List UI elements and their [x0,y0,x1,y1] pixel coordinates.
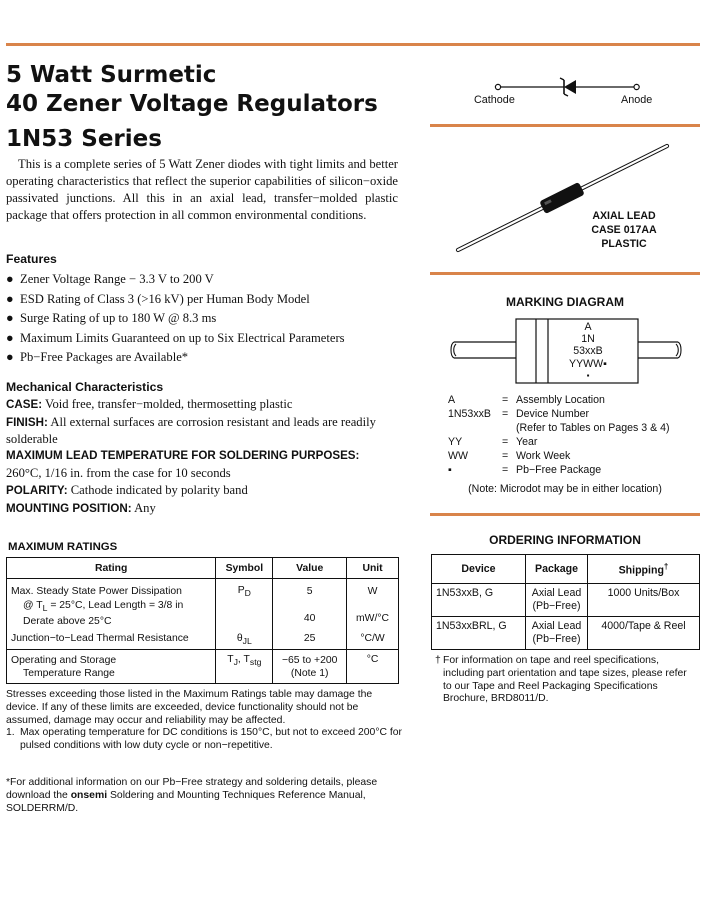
features-heading: Features [6,252,57,266]
marking-body: A 1N 53xxB YYWW▪ ▪ [569,321,607,380]
rating-cell: Operating and Storage [11,654,117,666]
feature-item: ● Surge Rating of up to 180 W @ 8.3 ms [6,311,217,326]
feature-item: ● Maximum Limits Guaranteed on up to Six Electrical Parameters [6,330,345,345]
col-rating: Rating [7,558,216,579]
lead-temp-label: MAXIMUM LEAD TEMPERATURE FOR SOLDERING PURPOSES: [6,449,360,463]
symbol-rule [430,124,700,127]
marking-heading: MARKING DIAGRAM [506,295,624,309]
col-shipping: Shipping† [588,555,700,584]
max-ratings-heading: MAXIMUM RATINGS [8,541,118,553]
table-header-row [432,555,700,584]
unit-cell: °C [347,649,399,683]
mounting-line: MOUNTING POSITION: Any [6,500,156,515]
stress-note: Stresses exceeding those listed in the Maximum Ratings table may damage the device. If any of these limits are exceeded, device functionality should not be assumed, damage may occur and reliability may be affected. [6,689,373,726]
mechanical-section [6,379,402,517]
feature-item: ● ESD Rating of Class 3 (>16 kV) per Human Body Model [6,291,310,306]
device-cell: 1N53xxB, G [432,584,526,617]
device-cell: 1N53xxBRL, G [432,617,526,650]
package-cell: Axial Lead (Pb−Free) [526,584,588,617]
polarity-line: POLARITY: Cathode indicated by polarity band [6,482,248,497]
mechanical-heading: Mechanical Characteristics [6,380,164,394]
marking-rule [430,513,700,516]
shipping-cell: 1000 Units/Box [588,584,700,617]
feature-item: ● Zener Voltage Range − 3.3 V to 200 V [6,272,214,286]
legend-row: YY = Year [448,436,538,448]
table-row [7,579,399,629]
brand-name: onsemi [70,789,108,801]
table-row [7,629,399,650]
anode-label: Anode [621,94,653,106]
case-line: CASE: Void free, transfer−molded, thermosetting plastic [6,396,293,411]
cathode-label: Cathode [474,94,515,106]
page-title-line1: 5 Watt Surmetic [6,62,217,88]
symbol-cell: $T_J$, $T_{stg}$ [216,649,273,683]
value-cell: (Note 1) [290,667,329,679]
package-cell: Axial Lead (Pb−Free) [526,617,588,650]
value-cell: 40 [303,613,316,624]
pbfree-footnote: *For additional information on our Pb−Free strategy and soldering details, please download the onsemi Soldering and Mounting Techniques Reference Manual, SOLDERRM/D. [6,777,378,814]
table-header-row [7,558,399,579]
rating-cell: @ $T_L = 25^\circ C$, Lead Length = 3/8 in [23,599,184,613]
legend-row: (Refer to Tables on Pages 3 & 4) [516,422,670,434]
finish-line: FINISH: All external surfaces are corrosion resistant and leads are readily solderable [6,414,376,447]
ordering-footnote: † For information on tape and reel specifications, including part orientation and tape sizes, please refer to our Tape and Reel Packaging Specifications Brochure, BRD8011/D. [435,655,687,705]
rating-cell: Max. Steady State Power Dissipation [11,586,182,597]
value-cell: 25 [273,629,347,650]
max-ratings-table [6,557,399,684]
package-line: AXIAL LEAD [592,210,656,222]
rating-cell: Temperature Range [23,667,115,679]
feature-item: ● Pb−Free Packages are Available* [6,350,189,365]
col-symbol: Symbol [216,558,273,579]
ordering-table [431,554,700,650]
lead-temp-text: 260°C, 1/16 in. from the case for 10 seconds [6,465,231,480]
ordering-heading: ORDERING INFORMATION [489,533,641,547]
legend-row: 1N53xxB = Device Number [448,408,590,420]
legend-row: ▪ = Pb−Free Package [448,464,602,476]
intro-text: This is a complete series of 5 Watt Zener diodes with tight limits and better operating characteristics that reflect the superior capabilities of silicon−oxide passivated junctions. All this in an axial lead, transfer−molded plastic package that offers protection in all common environmental conditions. [6,157,398,222]
table-row [432,617,700,650]
symbol-cell: $\theta_{JL}$ [216,629,273,650]
note-1: 1. Max operating temperature for DC conditions is 150°C, but not to exceed 200°C for pulsed conditions with low duty cycle or non−repetitive. [6,727,402,752]
package-line: CASE 017AA [591,224,657,236]
top-rule [6,43,700,46]
package-line: PLASTIC [601,238,647,250]
package-rule [430,272,700,275]
col-device: Device [432,555,526,584]
unit-cell: W [367,586,378,597]
col-unit: Unit [347,558,399,579]
shipping-cell: 4000/Tape & Reel [588,617,700,650]
series-title: 1N53 Series [6,126,162,152]
unit-cell: mW/°C [356,613,390,624]
value-cell: −65 to +200 [281,654,338,666]
table-row [432,584,700,617]
ratings-notes [6,689,402,753]
symbol-cell: $P_D$ [216,579,273,629]
package-caption [564,209,684,251]
table-row [7,649,399,683]
col-value: Value [273,558,347,579]
rating-cell: Derate above 25°C [23,616,112,628]
unit-cell: °C/W [347,629,399,650]
microdot-note: (Note: Microdot may be in either location) [468,483,662,495]
features-list [6,270,398,368]
legend-row: A = Assembly Location [448,394,605,406]
value-cell: 5 [306,586,313,597]
legend-row: WW = Work Week [448,450,571,462]
marking-legend [448,393,670,477]
rating-cell: Junction−to−Lead Thermal Resistance [7,629,216,650]
page-title-line2: 40 Zener Voltage Regulators [6,91,378,117]
col-package: Package [526,555,588,584]
intro-paragraph [6,156,398,224]
